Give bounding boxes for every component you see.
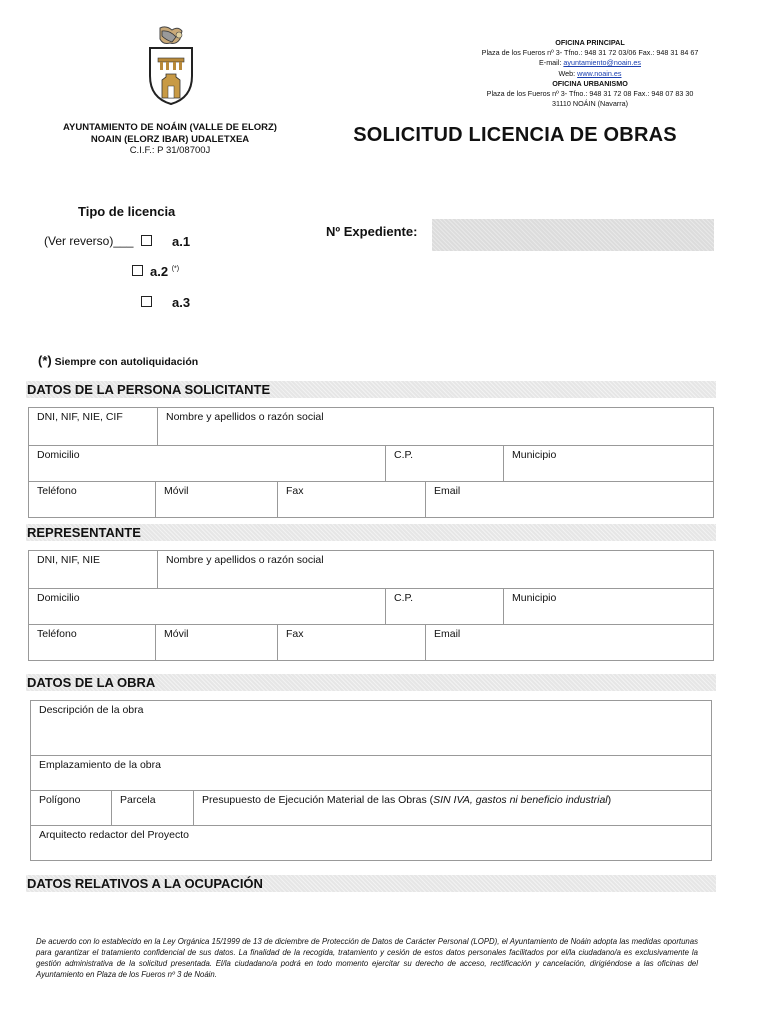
oficina-principal-heading: OFICINA PRINCIPAL bbox=[555, 38, 625, 47]
web-link[interactable]: www.noain.es bbox=[577, 68, 622, 78]
field-label: Domicilio bbox=[37, 449, 80, 461]
obra-emplazamiento-field[interactable] bbox=[31, 756, 711, 790]
checkbox-a1[interactable] bbox=[141, 235, 152, 246]
field-label: Presupuesto de Ejecución Material de las Obras ( bbox=[202, 794, 434, 806]
field-label: Arquitecto redactor del Proyecto bbox=[39, 829, 189, 841]
solicitante-dni-field[interactable] bbox=[29, 408, 157, 445]
option-a3-label: a.3 bbox=[172, 295, 191, 310]
solicitante-telefono-field[interactable] bbox=[29, 482, 155, 517]
solicitante-grid bbox=[28, 407, 714, 518]
contact-block bbox=[440, 38, 740, 109]
option-a2-text: a.2 bbox=[150, 264, 169, 279]
field-label: Fax bbox=[286, 485, 304, 497]
representante-row-3 bbox=[29, 624, 713, 660]
web-label: Web: bbox=[558, 68, 576, 78]
field-label-end: ) bbox=[607, 794, 612, 806]
field-label: Domicilio bbox=[37, 592, 80, 604]
representante-nombre-field[interactable] bbox=[157, 551, 713, 588]
field-label: Parcela bbox=[120, 794, 156, 806]
obra-presupuesto-field[interactable] bbox=[193, 791, 711, 825]
oficina-urbanismo-heading: OFICINA URBANISMO bbox=[552, 78, 628, 88]
representante-dni-field[interactable] bbox=[29, 551, 157, 588]
representante-row-2 bbox=[29, 588, 713, 624]
field-label: Móvil bbox=[164, 628, 189, 640]
organization-name bbox=[40, 122, 300, 157]
field-label: Nombre y apellidos o razón social bbox=[166, 554, 324, 566]
urbanismo-city: 31110 NOÁIN (Navarra) bbox=[551, 99, 629, 109]
field-label: Fax bbox=[286, 628, 304, 640]
field-label-italic: SIN IVA, gastos ni beneficio industrial bbox=[433, 794, 608, 806]
email-link[interactable]: ayuntamiento@noain.es bbox=[563, 58, 641, 68]
representante-telefono-field[interactable] bbox=[29, 625, 155, 660]
field-label: Teléfono bbox=[37, 628, 77, 640]
field-label: C.P. bbox=[394, 592, 414, 604]
solicitante-nombre-field[interactable] bbox=[157, 408, 713, 445]
org-cif: C.I.F.: P 31/08700J bbox=[129, 145, 211, 156]
org-line1: AYUNTAMIENTO DE NOÁIN (VALLE DE ELORZ) bbox=[63, 122, 277, 133]
field-label: Polígono bbox=[39, 794, 81, 806]
solicitante-row-3 bbox=[29, 481, 713, 517]
solicitante-row-2 bbox=[29, 445, 713, 481]
option-a1-label: a.1 bbox=[172, 234, 191, 249]
obra-row-3 bbox=[31, 790, 711, 825]
obra-parcela-field[interactable] bbox=[111, 791, 193, 825]
representante-cp-field[interactable] bbox=[385, 589, 503, 624]
checkbox-a2[interactable] bbox=[132, 265, 143, 276]
field-label: Descripción de la obra bbox=[39, 704, 144, 716]
web-line bbox=[440, 69, 740, 79]
representante-movil-field[interactable] bbox=[155, 625, 277, 660]
field-label: Emplazamiento de la obra bbox=[39, 759, 161, 771]
obra-row-4 bbox=[31, 825, 711, 860]
representante-grid bbox=[28, 550, 714, 661]
solicitante-cp-field[interactable] bbox=[385, 446, 503, 481]
solicitante-row-1 bbox=[29, 408, 713, 445]
email-line bbox=[440, 58, 740, 68]
urbanismo-address: Plaza de los Fueros nº 3- Tfno.: 948 31 72 08 Fax.: 948 07 83 30 bbox=[486, 89, 694, 99]
obra-row-1 bbox=[31, 701, 711, 755]
field-label: Email bbox=[434, 485, 461, 497]
autoliquidacion-note bbox=[38, 353, 198, 368]
expediente-field[interactable] bbox=[432, 219, 714, 251]
representante-fax-field[interactable] bbox=[277, 625, 425, 660]
field-label: Móvil bbox=[164, 485, 189, 497]
option-a2-sup: (*) bbox=[171, 265, 180, 273]
ver-reverso-text: (Ver reverso) bbox=[44, 234, 114, 248]
org-line2: NOAIN (ELORZ IBAR) UDALETXEA bbox=[90, 133, 250, 145]
section-representante: REPRESENTANTE bbox=[26, 524, 716, 541]
obra-arquitecto-field[interactable] bbox=[31, 826, 711, 860]
expediente-label: Nº Expediente: bbox=[326, 224, 418, 239]
field-label: Municipio bbox=[512, 592, 557, 604]
note-star: (*) bbox=[38, 353, 52, 368]
representante-row-1 bbox=[29, 551, 713, 588]
license-type-heading: Tipo de licencia bbox=[78, 204, 176, 219]
section-solicitante: DATOS DE LA PERSONA SOLICITANTE bbox=[26, 381, 716, 398]
obra-descripcion-field[interactable] bbox=[31, 701, 711, 755]
field-label: Email bbox=[434, 628, 461, 640]
representante-municipio-field[interactable] bbox=[503, 589, 713, 624]
email-label: E-mail: bbox=[539, 58, 562, 68]
obra-grid bbox=[30, 700, 712, 861]
section-obra: DATOS DE LA OBRA bbox=[26, 674, 716, 691]
solicitante-domicilio-field[interactable] bbox=[29, 446, 385, 481]
field-label: Municipio bbox=[512, 449, 557, 461]
obra-row-2 bbox=[31, 755, 711, 790]
note-text: Siempre con autoliquidación bbox=[51, 356, 199, 368]
legal-notice: De acuerdo con lo establecido en la Ley Orgánica 15/1999 de 13 de diciembre de Protección de Datos de Carácter Personal (LOPD), el Ayuntamiento de Noáin adopta las medidas oportunas para garantizar el tratamiento confidencial de sus datos. La finalidad de la recogida, tratamiento y cesión de estos datos personales facilitados por el/la ciudadano/a es exclusivamente la gestión administrativa de la solicitud presentada. El/la ciudadano/a podrá en todo momento ejercitar su derecho de acceso, rectificación y cancelación, dirigiéndose a las oficinas del Ayuntamiento en Plaza de los Fueros nº 3 de Noáin. bbox=[36, 937, 698, 979]
obra-poligono-field[interactable] bbox=[31, 791, 111, 825]
solicitante-movil-field[interactable] bbox=[155, 482, 277, 517]
field-label: Nombre y apellidos o razón social bbox=[166, 411, 324, 423]
solicitante-email-field[interactable] bbox=[425, 482, 713, 517]
checkbox-a3[interactable] bbox=[141, 296, 152, 307]
field-label: C.P. bbox=[394, 449, 414, 461]
field-label: Teléfono bbox=[37, 485, 77, 497]
solicitante-fax-field[interactable] bbox=[277, 482, 425, 517]
representante-email-field[interactable] bbox=[425, 625, 713, 660]
principal-address: Plaza de los Fueros nº 3- Tfno.: 948 31 72 03/06 Fax.: 948 31 84 67 bbox=[481, 48, 699, 58]
ver-reverso-label: (Ver reverso)___ bbox=[44, 234, 134, 248]
section-ocupacion: DATOS RELATIVOS A LA OCUPACIÓN bbox=[26, 875, 716, 892]
field-label: DNI, NIF, NIE, CIF bbox=[37, 411, 123, 423]
field-label: DNI, NIF, NIE bbox=[37, 554, 101, 566]
municipal-crest-logo bbox=[146, 26, 196, 106]
option-a2-label bbox=[150, 264, 179, 279]
page-title: SOLICITUD LICENCIA DE OBRAS bbox=[353, 124, 677, 146]
representante-domicilio-field[interactable] bbox=[29, 589, 385, 624]
solicitante-municipio-field[interactable] bbox=[503, 446, 713, 481]
